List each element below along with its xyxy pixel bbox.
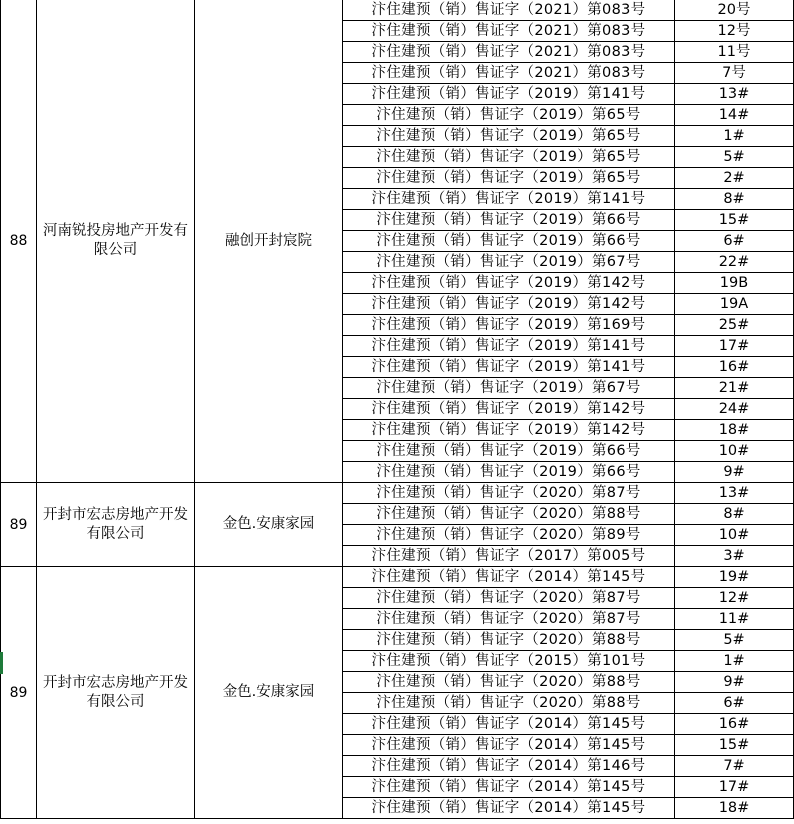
presale-license-cell[interactable]: 汴住建预（销）售证字（2019）第66号 xyxy=(343,441,675,462)
table-row xyxy=(1,0,794,21)
building-number-cell[interactable]: 13# xyxy=(675,483,794,504)
presale-license-cell[interactable]: 汴住建预（销）售证字（2019）第66号 xyxy=(343,462,675,483)
building-number-cell[interactable]: 10# xyxy=(675,525,794,546)
presale-license-cell[interactable]: 汴住建预（销）售证字（2021）第083号 xyxy=(343,0,675,21)
building-number-cell[interactable]: 12号 xyxy=(675,21,794,42)
building-number-cell[interactable]: 1# xyxy=(675,126,794,147)
developer-company-cell[interactable]: 开封市宏志房地产开发有限公司 xyxy=(37,567,195,819)
sequence-number-cell[interactable]: 89 xyxy=(1,483,37,567)
presale-license-cell[interactable]: 汴住建预（销）售证字（2019）第141号 xyxy=(343,84,675,105)
building-number-cell[interactable]: 14# xyxy=(675,105,794,126)
building-number-cell[interactable]: 15# xyxy=(675,735,794,756)
presale-license-cell[interactable]: 汴住建预（销）售证字（2019）第65号 xyxy=(343,105,675,126)
building-number-cell[interactable]: 9# xyxy=(675,672,794,693)
presale-license-cell[interactable]: 汴住建预（销）售证字（2020）第88号 xyxy=(343,504,675,525)
building-number-cell[interactable]: 3# xyxy=(675,546,794,567)
building-number-cell[interactable]: 18# xyxy=(675,798,794,819)
building-number-cell[interactable]: 2# xyxy=(675,168,794,189)
building-number-cell[interactable]: 18# xyxy=(675,420,794,441)
presale-license-cell[interactable]: 汴住建预（销）售证字（2020）第87号 xyxy=(343,588,675,609)
building-number-cell[interactable]: 10# xyxy=(675,441,794,462)
presale-license-cell[interactable]: 汴住建预（销）售证字（2019）第66号 xyxy=(343,231,675,252)
building-number-cell[interactable]: 25# xyxy=(675,315,794,336)
building-number-cell[interactable]: 6# xyxy=(675,693,794,714)
presale-license-cell[interactable]: 汴住建预（销）售证字（2019）第142号 xyxy=(343,399,675,420)
presale-license-cell[interactable]: 汴住建预（销）售证字（2019）第141号 xyxy=(343,357,675,378)
presale-license-cell[interactable]: 汴住建预（销）售证字（2014）第145号 xyxy=(343,714,675,735)
presale-license-cell[interactable]: 汴住建预（销）售证字（2020）第87号 xyxy=(343,609,675,630)
building-number-cell[interactable]: 8# xyxy=(675,189,794,210)
building-number-cell[interactable]: 9# xyxy=(675,462,794,483)
presale-license-cell[interactable]: 汴住建预（销）售证字（2019）第67号 xyxy=(343,252,675,273)
presale-license-cell[interactable]: 汴住建预（销）售证字（2020）第88号 xyxy=(343,693,675,714)
building-number-cell[interactable]: 16# xyxy=(675,357,794,378)
presale-license-cell[interactable]: 汴住建预（销）售证字（2015）第101号 xyxy=(343,651,675,672)
table-row xyxy=(1,567,794,588)
building-number-cell[interactable]: 19# xyxy=(675,567,794,588)
project-name-cell[interactable]: 金色.安康家园 xyxy=(195,483,343,567)
presale-license-cell[interactable]: 汴住建预（销）售证字（2019）第141号 xyxy=(343,189,675,210)
presale-license-cell[interactable]: 汴住建预（销）售证字（2021）第083号 xyxy=(343,21,675,42)
presale-license-cell[interactable]: 汴住建预（销）售证字（2019）第141号 xyxy=(343,336,675,357)
building-number-cell[interactable]: 1# xyxy=(675,651,794,672)
presale-license-cell[interactable]: 汴住建预（销）售证字（2020）第87号 xyxy=(343,483,675,504)
presale-license-cell[interactable]: 汴住建预（销）售证字（2014）第145号 xyxy=(343,798,675,819)
presale-license-cell[interactable]: 汴住建预（销）售证字（2019）第142号 xyxy=(343,273,675,294)
developer-company-cell[interactable]: 开封市宏志房地产开发有限公司 xyxy=(37,483,195,567)
presale-license-cell[interactable]: 汴住建预（销）售证字（2021）第083号 xyxy=(343,42,675,63)
building-number-cell[interactable]: 17# xyxy=(675,336,794,357)
building-number-cell[interactable]: 17# xyxy=(675,777,794,798)
table-row xyxy=(1,483,794,504)
presale-license-cell[interactable]: 汴住建预（销）售证字（2017）第005号 xyxy=(343,546,675,567)
building-number-cell[interactable]: 15# xyxy=(675,210,794,231)
row-selection-marker xyxy=(0,652,3,674)
building-number-cell[interactable]: 19B xyxy=(675,273,794,294)
building-number-cell[interactable]: 7# xyxy=(675,756,794,777)
building-number-cell[interactable]: 11# xyxy=(675,609,794,630)
presale-license-cell[interactable]: 汴住建预（销）售证字（2019）第65号 xyxy=(343,147,675,168)
presale-license-cell[interactable]: 汴住建预（销）售证字（2019）第67号 xyxy=(343,378,675,399)
presale-license-cell[interactable]: 汴住建预（销）售证字（2019）第169号 xyxy=(343,315,675,336)
building-number-cell[interactable]: 22# xyxy=(675,252,794,273)
presale-license-cell[interactable]: 汴住建预（销）售证字（2019）第142号 xyxy=(343,420,675,441)
project-name-cell[interactable]: 融创开封宸院 xyxy=(195,0,343,483)
building-number-cell[interactable]: 21# xyxy=(675,378,794,399)
table-body xyxy=(1,0,794,819)
building-number-cell[interactable]: 11号 xyxy=(675,42,794,63)
presale-license-cell[interactable]: 汴住建预（销）售证字（2020）第88号 xyxy=(343,630,675,651)
developer-company-cell[interactable]: 河南锐投房地产开发有限公司 xyxy=(37,0,195,483)
sequence-number-cell[interactable]: 89 xyxy=(1,567,37,819)
building-number-cell[interactable]: 19A xyxy=(675,294,794,315)
presale-license-cell[interactable]: 汴住建预（销）售证字（2019）第65号 xyxy=(343,126,675,147)
building-number-cell[interactable]: 5# xyxy=(675,147,794,168)
building-number-cell[interactable]: 13# xyxy=(675,84,794,105)
presale-license-cell[interactable]: 汴住建预（销）售证字（2020）第88号 xyxy=(343,672,675,693)
building-number-cell[interactable]: 6# xyxy=(675,231,794,252)
presale-license-cell[interactable]: 汴住建预（销）售证字（2019）第142号 xyxy=(343,294,675,315)
presale-license-cell[interactable]: 汴住建预（销）售证字（2014）第145号 xyxy=(343,777,675,798)
presale-license-cell[interactable]: 汴住建预（销）售证字（2014）第145号 xyxy=(343,567,675,588)
building-number-cell[interactable]: 16# xyxy=(675,714,794,735)
building-number-cell[interactable]: 7号 xyxy=(675,63,794,84)
presale-license-cell[interactable]: 汴住建预（销）售证字（2020）第89号 xyxy=(343,525,675,546)
project-name-cell[interactable]: 金色.安康家园 xyxy=(195,567,343,819)
presale-license-cell[interactable]: 汴住建预（销）售证字（2014）第145号 xyxy=(343,735,675,756)
presale-license-cell[interactable]: 汴住建预（销）售证字（2014）第146号 xyxy=(343,756,675,777)
presale-license-cell[interactable]: 汴住建预（销）售证字（2019）第66号 xyxy=(343,210,675,231)
building-number-cell[interactable]: 20号 xyxy=(675,0,794,21)
building-number-cell[interactable]: 24# xyxy=(675,399,794,420)
presale-license-cell[interactable]: 汴住建预（销）售证字（2019）第65号 xyxy=(343,168,675,189)
building-number-cell[interactable]: 8# xyxy=(675,504,794,525)
building-number-cell[interactable]: 5# xyxy=(675,630,794,651)
building-number-cell[interactable]: 12# xyxy=(675,588,794,609)
presale-license-cell[interactable]: 汴住建预（销）售证字（2021）第083号 xyxy=(343,63,675,84)
sequence-number-cell[interactable]: 88 xyxy=(1,0,37,483)
